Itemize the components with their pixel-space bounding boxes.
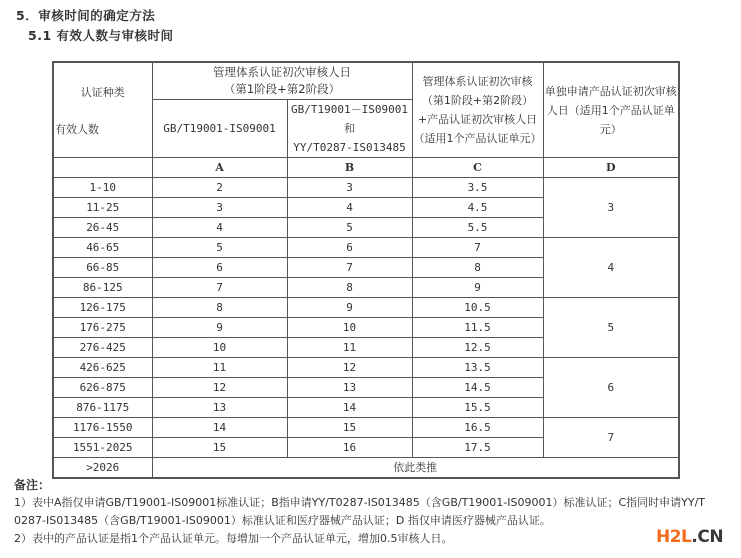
value-b: 11 bbox=[287, 338, 412, 358]
letter-d: D bbox=[543, 158, 679, 178]
value-c: 3.5 bbox=[412, 178, 543, 198]
range-cell: 1176-1550 bbox=[53, 418, 152, 438]
value-c: 11.5 bbox=[412, 318, 543, 338]
value-c: 17.5 bbox=[412, 438, 543, 458]
value-b: 12 bbox=[287, 358, 412, 378]
value-d: 5 bbox=[543, 298, 679, 358]
range-cell: 26-45 bbox=[53, 218, 152, 238]
letter-row bbox=[53, 158, 679, 178]
value-b: 15 bbox=[287, 418, 412, 438]
value-a: 11 bbox=[152, 358, 287, 378]
value-b: 10 bbox=[287, 318, 412, 338]
value-d: 4 bbox=[543, 238, 679, 298]
value-a: 8 bbox=[152, 298, 287, 318]
subsection-heading: 5.1 有效人数与审核时间 bbox=[28, 28, 174, 43]
header-row-1 bbox=[53, 62, 679, 100]
note-line-3: 2）表中的产品认证是指1个产品认证单元。每增加一个产品认证单元，增加0.5审核人日。 bbox=[14, 532, 453, 545]
range-cell: 126-175 bbox=[53, 298, 152, 318]
value-c: 13.5 bbox=[412, 358, 543, 378]
value-b: 6 bbox=[287, 238, 412, 258]
range-cell: 11-25 bbox=[53, 198, 152, 218]
value-d: 7 bbox=[543, 418, 679, 458]
col-c-header: 管理体系认证初次审核（第1阶段+第2阶段）+产品认证初次审核人日（适用1个产品认证单元） bbox=[412, 62, 543, 158]
section-heading: 5．审核时间的确定方法 bbox=[16, 8, 156, 23]
value-a: 14 bbox=[152, 418, 287, 438]
value-a: 15 bbox=[152, 438, 287, 458]
col-b-header-line1: GB/T19001－IS09001和 bbox=[291, 103, 408, 135]
value-a: 7 bbox=[152, 278, 287, 298]
table-row bbox=[53, 298, 679, 318]
table-row-last bbox=[53, 458, 679, 479]
value-a: 13 bbox=[152, 398, 287, 418]
range-cell: >2026 bbox=[53, 458, 152, 479]
value-b: 9 bbox=[287, 298, 412, 318]
value-a: 3 bbox=[152, 198, 287, 218]
value-c: 4.5 bbox=[412, 198, 543, 218]
letter-c: C bbox=[412, 158, 543, 178]
note-line-1: 1）表中A指仅申请GB/T19001-IS09001标准认证；B指申请YY/T0287-IS013485（含GB/T19001-IS09001）标准认证；C指同时申请YY/T bbox=[14, 496, 706, 509]
letter-b: B bbox=[287, 158, 412, 178]
value-a: 12 bbox=[152, 378, 287, 398]
table-row bbox=[53, 418, 679, 438]
h2l-logo bbox=[656, 527, 723, 547]
note-line-2: 0287-IS013485（含GB/T19001-IS09001）标准认证和医疗器械产品认证；D 指仅申请医疗器械产品认证。 bbox=[14, 514, 551, 527]
value-c: 16.5 bbox=[412, 418, 543, 438]
value-b: 8 bbox=[287, 278, 412, 298]
value-a: 5 bbox=[152, 238, 287, 258]
letter-blank bbox=[53, 158, 152, 178]
corner-header-cell bbox=[53, 62, 152, 158]
col-b-header-line2: YY/T0287-IS013485 bbox=[293, 141, 406, 154]
value-d: 6 bbox=[543, 358, 679, 418]
notes-title: 备注： bbox=[14, 478, 51, 492]
value-b: 13 bbox=[287, 378, 412, 398]
value-b: 7 bbox=[287, 258, 412, 278]
extrapolate-cell: 依此类推 bbox=[152, 458, 679, 479]
value-b: 4 bbox=[287, 198, 412, 218]
col-a-header: GB/T19001-IS09001 bbox=[152, 100, 287, 158]
value-c: 8 bbox=[412, 258, 543, 278]
table-row bbox=[53, 358, 679, 378]
value-b: 14 bbox=[287, 398, 412, 418]
range-cell: 1-10 bbox=[53, 178, 152, 198]
range-cell: 66-85 bbox=[53, 258, 152, 278]
col-d-header: 单独申请产品认证初次审核人日（适用1个产品认证单元） bbox=[543, 62, 679, 158]
range-cell: 1551-2025 bbox=[53, 438, 152, 458]
value-a: 9 bbox=[152, 318, 287, 338]
range-cell: 86-125 bbox=[53, 278, 152, 298]
logo-part-1: H2L bbox=[656, 527, 692, 547]
range-cell: 176-275 bbox=[53, 318, 152, 338]
group-ab-line1: 管理体系认证初次审核人日 bbox=[213, 65, 351, 79]
range-cell: 626-875 bbox=[53, 378, 152, 398]
effective-people-label: 有效人数 bbox=[55, 123, 99, 136]
range-cell: 276-425 bbox=[53, 338, 152, 358]
value-a: 10 bbox=[152, 338, 287, 358]
value-a: 2 bbox=[152, 178, 287, 198]
value-a: 6 bbox=[152, 258, 287, 278]
value-c: 9 bbox=[412, 278, 543, 298]
value-d: 3 bbox=[543, 178, 679, 238]
value-c: 14.5 bbox=[412, 378, 543, 398]
value-b: 3 bbox=[287, 178, 412, 198]
value-b: 5 bbox=[287, 218, 412, 238]
value-c: 12.5 bbox=[412, 338, 543, 358]
value-a: 4 bbox=[152, 218, 287, 238]
notes-section bbox=[14, 476, 734, 548]
table-row bbox=[53, 238, 679, 258]
logo-part-2: .CN bbox=[691, 527, 724, 547]
range-cell: 426-625 bbox=[53, 358, 152, 378]
col-b-header bbox=[287, 100, 412, 158]
group-ab-header bbox=[152, 62, 412, 100]
value-c: 15.5 bbox=[412, 398, 543, 418]
range-cell: 46-65 bbox=[53, 238, 152, 258]
audit-time-table bbox=[52, 61, 680, 479]
value-c: 5.5 bbox=[412, 218, 543, 238]
letter-a: A bbox=[152, 158, 287, 178]
range-cell: 876-1175 bbox=[53, 398, 152, 418]
value-c: 10.5 bbox=[412, 298, 543, 318]
value-b: 16 bbox=[287, 438, 412, 458]
group-ab-line2: （第1阶段+第2阶段） bbox=[223, 82, 341, 96]
table-row bbox=[53, 178, 679, 198]
category-label: 认证种类 bbox=[80, 86, 125, 99]
value-c: 7 bbox=[412, 238, 543, 258]
